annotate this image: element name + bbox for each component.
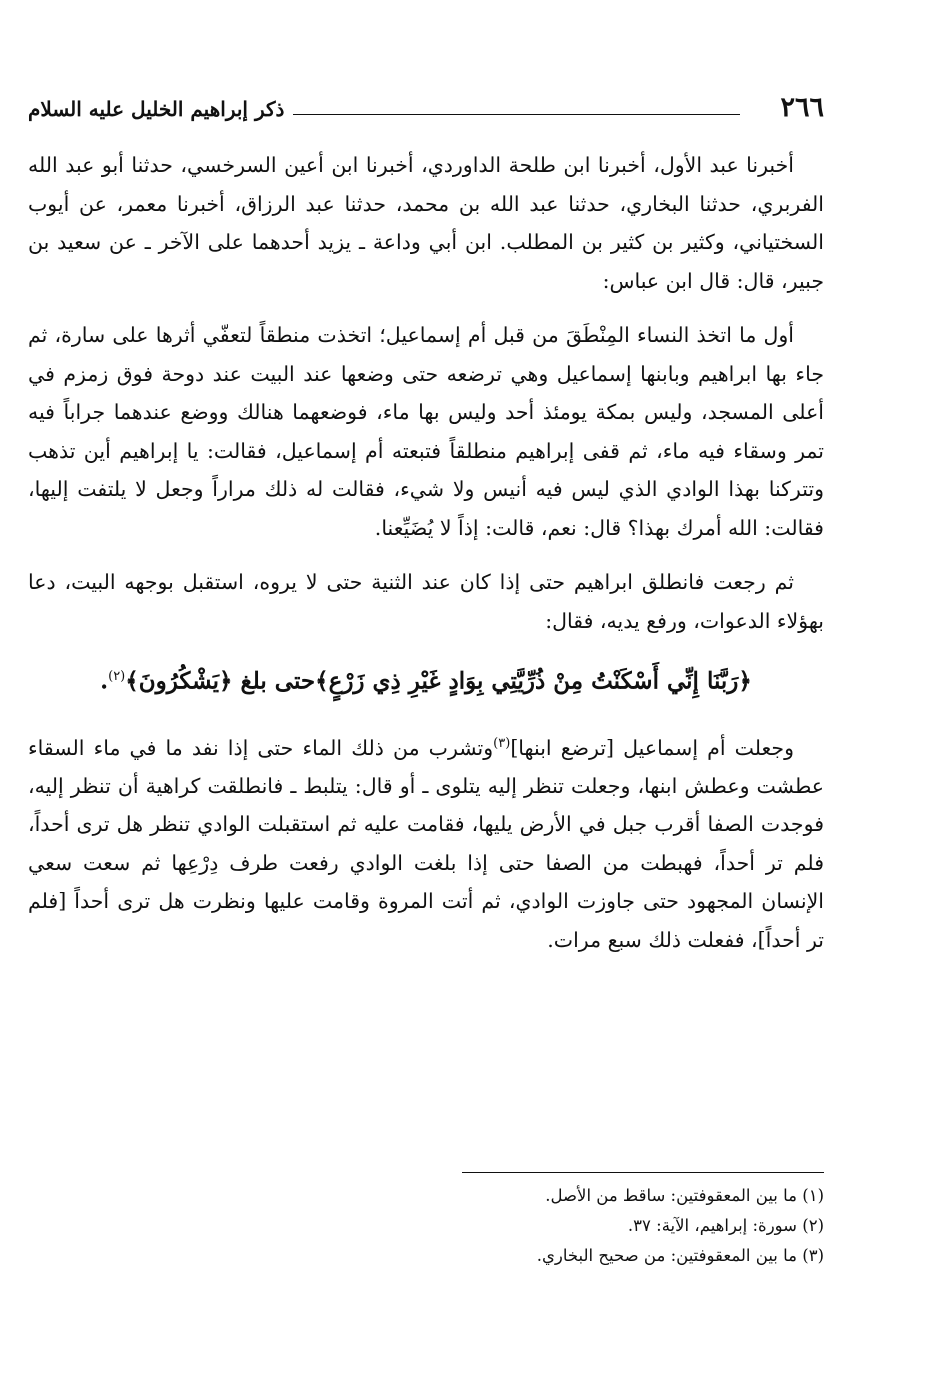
footnotes: [28, 1172, 824, 1271]
quran-verse-text: ﴿رَبَّنَا إِنِّي أَسْكَنْتُ مِنْ ذُرِّيَّتِي بِوَادٍ غَيْرِ ذِي زَرْعٍ﴾حتى بلغ ﴿يَشْكُرُونَ﴾: [125, 667, 752, 695]
header-rule: [293, 114, 740, 115]
footnote-1: (١) ما بين المعقوفتين: ساقط من الأصل.: [545, 1186, 824, 1205]
paragraph-hajar: [28, 725, 824, 960]
page-number: ٢٦٦: [780, 92, 824, 123]
quran-verse: ﴿رَبَّنَا إِنِّي أَسْكَنْتُ مِنْ ذُرِّيَّتِي بِوَادٍ غَيْرِ ذِي زَرْعٍ﴾حتى بلغ ﴿يَشْكُرُونَ﴾$^{(٢)}$.: [100, 667, 752, 695]
running-title: ذكر إبراهيم الخليل عليه السلام: [28, 97, 285, 121]
footnote-2: (٢) سورة: إبراهيم، الآية: ٣٧.: [627, 1216, 824, 1235]
main-text: [28, 146, 824, 975]
footnote-rule: [462, 1172, 824, 1173]
footnote-marker-2: (٢): [108, 669, 126, 684]
paragraph-isnad: أخبرنا عبد الأول، أخبرنا ابن طلحة الداوردي، أخبرنا ابن أعين السرخسي، حدثنا أبو عبد الله الفربري، حدثنا البخاري، حدثنا عبد الله بن محمد، حدثنا عبد الرزاق، أخبرنا معمر، عن أيوب السختياني، وكثير بن كثير بن المطلب. ابن أبي وداعة ـ يزيد أحدهما على الآخر ـ عن سعيد بن جبير، قال: قال ابن عباس:: [28, 153, 824, 293]
page-header: [28, 88, 824, 132]
paragraph-narration: أول ما اتخذ النساء المِنْطَقَ من قبل أم إسماعيل؛ اتخذت منطقاً لتعفّي أثرها على سارة، ثم جاء بها ابراهيم وبابنها إسماعيل وهي ترضعه حتى وضعها عند البيت عند دوحة فوق زمزم في أعلى المسجد، وليس بمكة يومئذ أحد وليس بها ماء، فوضعهما هنالك ووضع عندهما جراباً فيه تمر وسقاء فيه ماء، ثم قفى إبراهيم منطلقاً فتبعته أم إسماعيل، فقالت: يا إبراهيم أين تذهب وتتركنا بهذا الوادي الذي ليس فيه أنيس ولا شيء، فقالت له ذلك مراراً وجعل لا يلتفت إليها، فقالت: الله أمرك بهذا؟ قال: نعم، قالت: إذاً لا يُضَيِّعنا.: [28, 323, 824, 540]
paragraph-hajar-rest: وتشرب من ذلك الماء حتى إذا نفد ما في ماء السقاء عطشت وعطش ابنها، وجعلت تنظر إليه يتلوى ـ أو قال: يتلبط ـ فانطلقت كراهية أن تنظر إليه، فوجدت الصفا أقرب جبل في الأرض يليها، فقامت عليه ثم استقبلت الوادي تنظر هل ترى أحداً، فلم تر أحداً، فهبطت من الصفا حتى إذا بلغت الوادي رفعت طرف دِرْعِها ثم سعت سعي الإنسان المجهود حتى جاوزت الوادي، ثم أتت المروة وقامت عليها ونظرت هل ترى أحداً [فلم تر أحداً]، ففعلت ذلك سبع مرات.: [28, 735, 824, 952]
footnote-3: (٣) ما بين المعقوفتين: من صحيح البخاري.: [536, 1246, 824, 1265]
paragraph-return: ثم رجعت فانطلق ابراهيم حتى إذا كان عند الثنية حتى لا يروه، استقبل بوجهه البيت، دعا بهؤلاء الدعوات، ورفع يديه، فقال:: [28, 570, 824, 633]
paragraph-hajar-start: وجعلت أم إسماعيل [ترضع ابنها]: [510, 735, 794, 760]
footnote-marker-3: (٣): [493, 735, 511, 751]
